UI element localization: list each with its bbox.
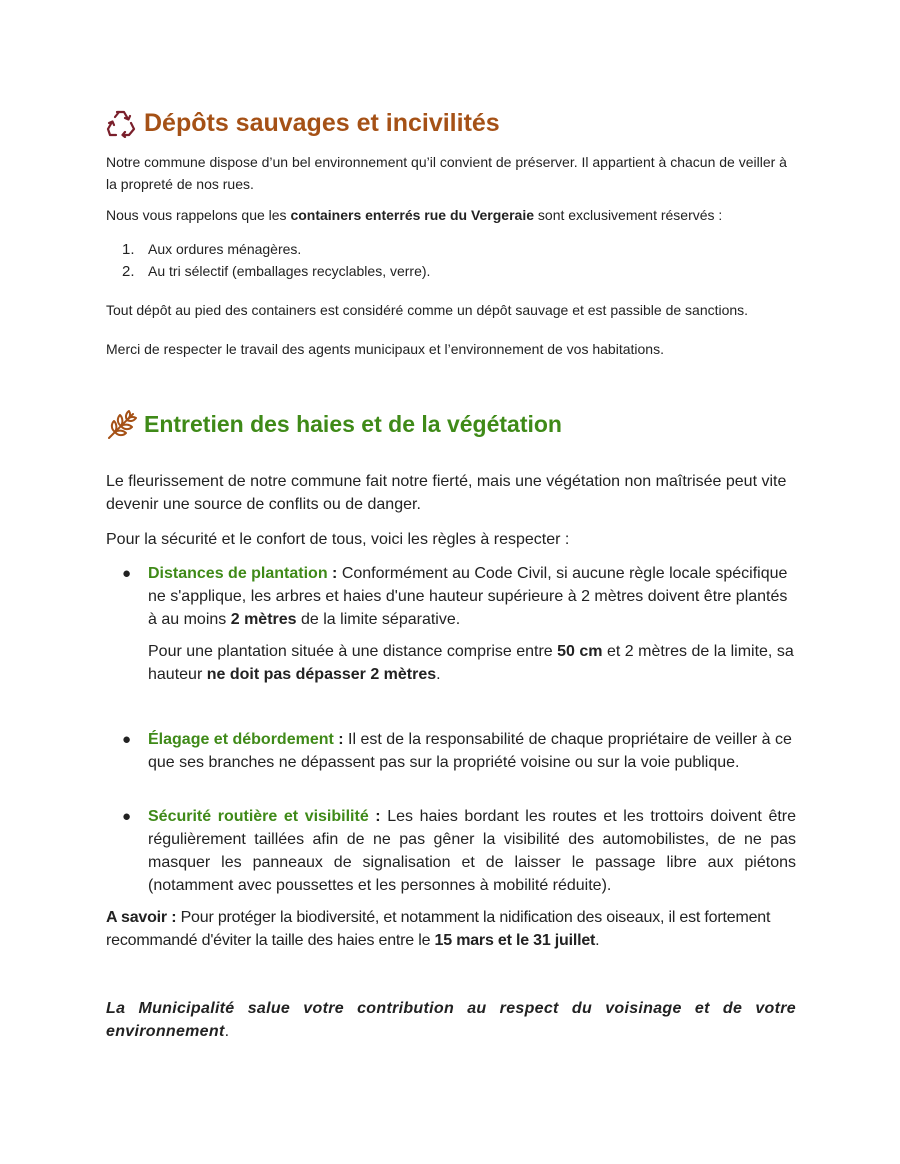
colon: : <box>333 731 349 748</box>
list-text: Au tri sélectif (emballages recyclables, verre). <box>148 263 431 279</box>
closing-statement <box>106 997 796 1043</box>
list-subparagraph <box>148 640 796 686</box>
list-item <box>106 728 796 774</box>
list-number: 2. <box>122 263 135 280</box>
text-run: . <box>224 1023 230 1040</box>
text-run: Nous vous rappelons que les <box>106 207 291 223</box>
text-run: Il est de la responsabilité de chaque propriétaire de veiller à ce que ses branches ne dépassent pas sur la propriété voisine ou sur la voie publique. <box>148 731 792 771</box>
paragraph: Tout dépôt au pied des containers est considéré comme un dépôt sauvage et est passible de sanctions. <box>106 302 749 318</box>
leaf-icon <box>106 409 136 439</box>
note-paragraph <box>106 906 796 952</box>
list-text: Aux ordures ménagères. <box>148 241 302 257</box>
colon: : <box>368 808 388 825</box>
bullet-label: Élagage et débordement <box>148 731 334 748</box>
bullet-label: Distances de plantation <box>148 565 328 582</box>
section-title-text: Dépôts sauvages et incivilités <box>144 108 500 137</box>
list-item <box>106 805 796 897</box>
paragraph: Le fleurissement de notre commune fait notre fierté, mais une végétation non maîtrisée peut vite devenir une source de conflits ou de danger. <box>106 473 787 513</box>
paragraph <box>106 204 796 226</box>
list-text <box>148 728 796 774</box>
list-text <box>148 805 796 897</box>
bold-text: containers enterrés rue du Vergeraie <box>290 207 535 223</box>
bullet-icon: ● <box>122 731 132 748</box>
list-item <box>106 238 301 261</box>
bold-text: 2 mètres <box>230 611 297 628</box>
colon: : <box>327 565 342 582</box>
text-run: Pour protéger la biodiversité, et notamment la nidification des oiseaux, il est fortement recommandé d'éviter la taille des haies entre le <box>106 909 771 949</box>
bullet-icon: ● <box>122 808 132 825</box>
text-run: sont exclusivement réservés : <box>534 207 723 223</box>
recycle-icon <box>106 108 136 138</box>
bold-text: ne doit pas dépasser 2 mètres <box>206 666 437 683</box>
list-number: 1. <box>122 241 135 258</box>
list-item <box>106 562 796 686</box>
paragraph: Notre commune dispose d’un bel environnement qu’il convient de préserver. Il appartient à chacun de veiller à la propreté de nos rues. <box>106 154 787 192</box>
text-run: . <box>595 932 600 949</box>
text-run: Les haies bordant les routes et les trottoirs doivent être régulièrement taillées afin de ne pas gêner la visibilité des automobilistes, de ne pas masquer les panneaux de signalisation et de laisser le passage libre aux piétons (notamment avec poussettes et les personnes à mobilité réduite). <box>148 808 797 894</box>
text-run: Conformément au Code Civil, si aucune règle locale spécifique ne s'applique, les arbres et haies d'une hauteur supérieure à 2 mètres doivent être plantés à au moins <box>148 565 788 628</box>
section-title-text: Entretien des haies et de la végétation <box>144 410 562 437</box>
bullet-label: Sécurité routière et visibilité <box>148 808 369 825</box>
bold-text: A savoir : <box>106 909 181 926</box>
paragraph: Pour la sécurité et le confort de tous, voici les règles à respecter : <box>106 531 570 548</box>
text-run: . <box>436 666 441 683</box>
bold-text: 15 mars et le 31 juillet <box>434 932 596 949</box>
text-run: Pour une plantation située à une distance comprise entre <box>148 643 558 660</box>
list-text <box>148 562 796 631</box>
bold-text: 50 cm <box>557 643 603 660</box>
text-run: et 2 mètres de la limite, sa hauteur <box>148 643 794 683</box>
text-run: de la limite séparative. <box>296 611 461 628</box>
section-title-depots <box>106 108 500 138</box>
list-item <box>106 260 430 283</box>
paragraph: Merci de respecter le travail des agents municipaux et l’environnement de vos habitations. <box>106 341 664 357</box>
bullet-icon: ● <box>122 565 132 582</box>
text-run: La Municipalité salue votre contribution au respect du voisinage et de votre environnement <box>106 1000 796 1040</box>
section-title-haies <box>106 409 562 439</box>
